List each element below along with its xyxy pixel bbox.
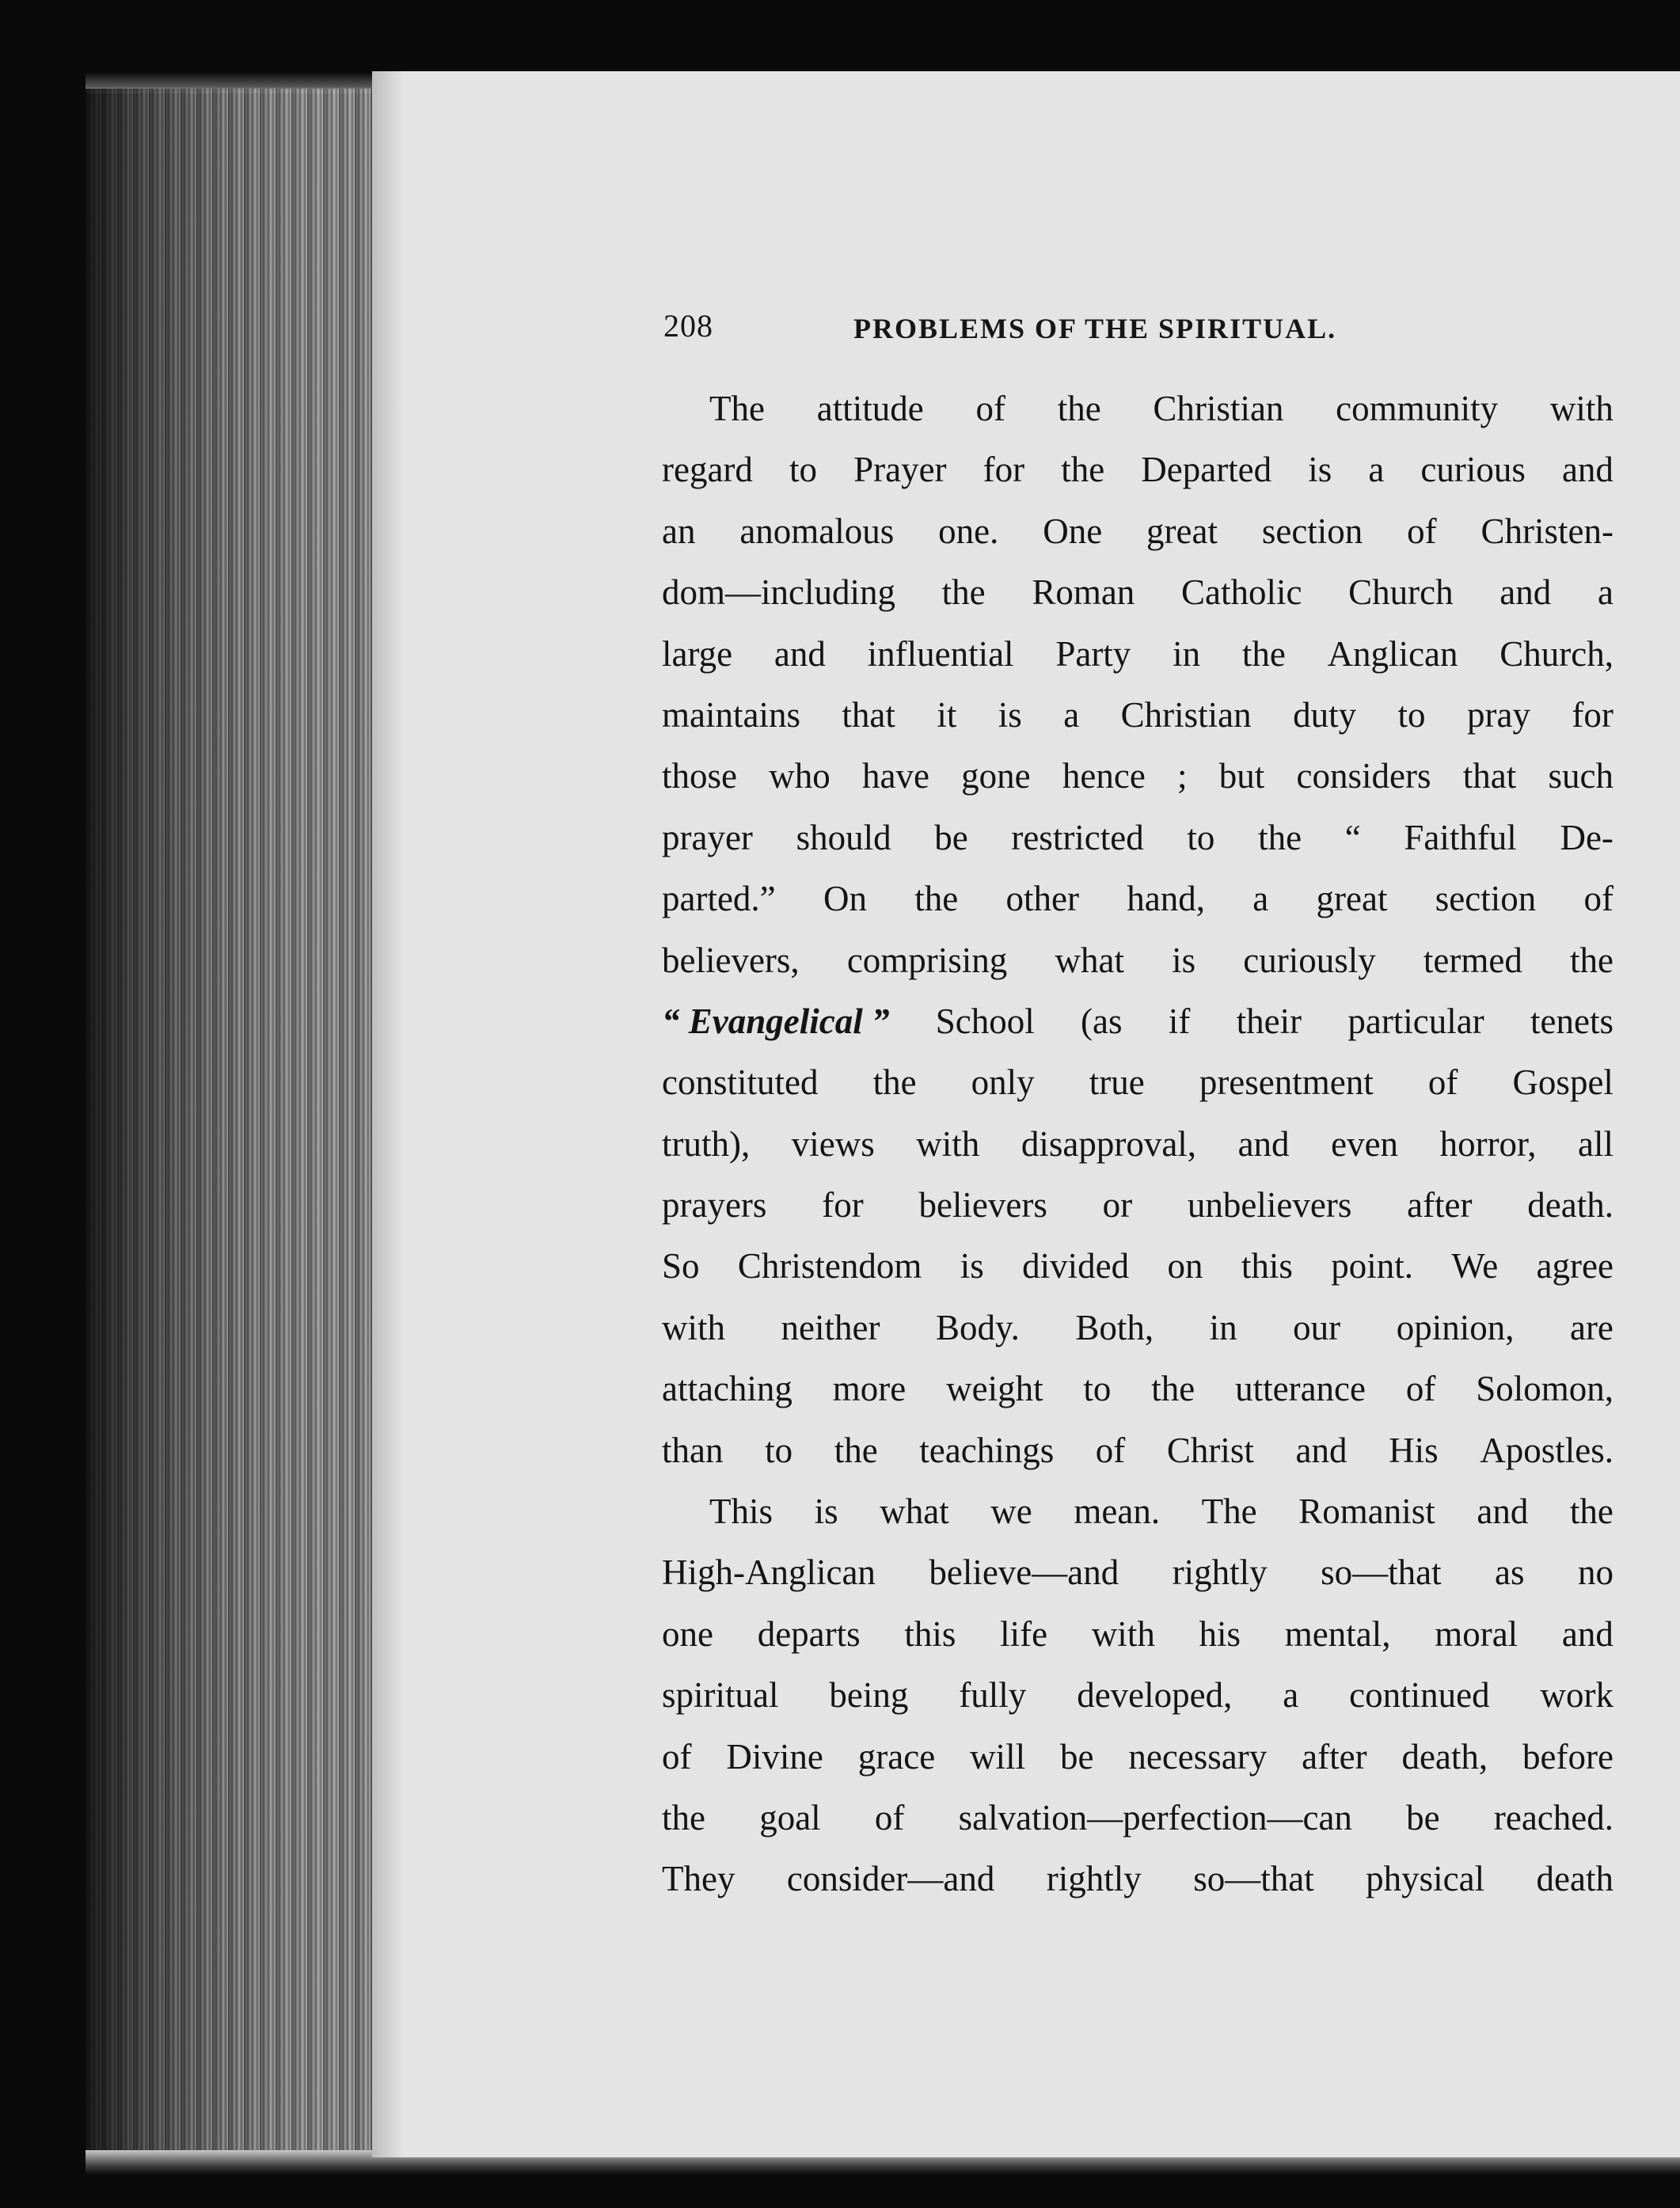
word: with	[662, 1307, 726, 1347]
word: of	[1427, 1062, 1458, 1103]
word: the	[834, 1430, 878, 1470]
word: what	[1055, 940, 1124, 980]
word: death	[1536, 1859, 1613, 1899]
word: agree	[1536, 1246, 1613, 1286]
word: with	[1549, 389, 1613, 428]
word: weight	[946, 1369, 1043, 1409]
word: of	[1095, 1430, 1126, 1470]
word: regard	[662, 450, 753, 490]
word: no	[1577, 1552, 1613, 1593]
word: “	[1344, 817, 1361, 857]
word: death,	[1401, 1736, 1488, 1777]
word: Solomon,	[1476, 1369, 1613, 1409]
word: community	[1336, 389, 1499, 428]
word: section	[1261, 511, 1363, 551]
word: attitude	[816, 389, 924, 428]
text-line	[662, 1052, 1613, 1113]
word: On	[823, 879, 867, 919]
word: physical	[1366, 1859, 1485, 1899]
word: comprising	[846, 940, 1008, 980]
word: after	[1302, 1736, 1367, 1777]
word: Gospel	[1512, 1062, 1613, 1103]
word: as	[1495, 1552, 1525, 1593]
word: particular	[1347, 1001, 1484, 1041]
text-line	[662, 1420, 1613, 1481]
word: truth),	[662, 1123, 751, 1164]
word: who	[769, 756, 830, 796]
word: other	[1005, 879, 1079, 919]
word: termed	[1423, 940, 1522, 980]
word: a	[1597, 572, 1613, 613]
word: than	[662, 1430, 724, 1470]
word: we	[990, 1492, 1032, 1532]
word: dom—including	[662, 572, 895, 613]
word: or	[1102, 1185, 1133, 1226]
text-line	[662, 439, 1613, 500]
word: and	[1499, 572, 1552, 613]
word: be	[1059, 1736, 1094, 1777]
word: is	[1308, 450, 1332, 490]
word: for	[983, 450, 1025, 490]
word: are	[1569, 1307, 1613, 1347]
word: is	[960, 1246, 984, 1286]
word: of	[874, 1797, 905, 1837]
word: (as	[1081, 1001, 1123, 1041]
text-line	[662, 991, 1613, 1052]
word: consider—and	[786, 1859, 995, 1899]
word: horror,	[1439, 1123, 1537, 1164]
word: being	[829, 1675, 909, 1716]
word: of	[975, 389, 1005, 428]
text-line	[662, 378, 1613, 439]
word: Catholic	[1180, 572, 1302, 613]
word: unbelievers	[1187, 1185, 1352, 1226]
word: of	[1583, 879, 1613, 919]
text-line	[662, 1359, 1613, 1419]
body-text	[662, 378, 1613, 1910]
word: Prayer	[853, 450, 947, 490]
word: Departed	[1141, 450, 1272, 490]
word: the	[1057, 389, 1101, 428]
word: believers,	[662, 940, 800, 980]
word: Faithful	[1404, 817, 1517, 857]
text-line	[662, 1481, 1613, 1542]
word: fully	[959, 1675, 1027, 1716]
word: have	[861, 756, 929, 796]
word: This	[709, 1492, 773, 1532]
word: the	[872, 1062, 917, 1103]
word: is	[998, 694, 1022, 735]
book-fore-edge	[86, 89, 380, 2155]
word: so—that	[1321, 1552, 1442, 1593]
word: to	[789, 450, 818, 490]
word: is	[1172, 940, 1196, 980]
word: believers	[918, 1185, 1047, 1226]
word: even	[1331, 1123, 1399, 1164]
word: only	[971, 1062, 1035, 1103]
word: They	[662, 1859, 735, 1899]
word: in	[1209, 1307, 1237, 1347]
word: the	[1241, 633, 1286, 674]
word: spiritual	[662, 1675, 779, 1716]
word: for	[822, 1185, 864, 1226]
word: of	[1407, 511, 1437, 551]
word: great	[1316, 879, 1388, 919]
word: this	[904, 1613, 956, 1654]
word: death.	[1527, 1185, 1613, 1226]
word: necessary	[1128, 1736, 1268, 1777]
word: departs	[757, 1613, 861, 1654]
word: Roman	[1032, 572, 1135, 613]
word: utterance	[1235, 1369, 1366, 1409]
word: of	[662, 1736, 692, 1777]
text-line	[662, 624, 1613, 685]
word: true	[1089, 1062, 1145, 1103]
word: Divine	[726, 1736, 823, 1777]
word: The	[1201, 1492, 1257, 1532]
word: life	[1000, 1613, 1048, 1654]
word: a	[1252, 879, 1269, 919]
word: more	[832, 1369, 907, 1409]
word: hence	[1062, 756, 1146, 796]
word: mean.	[1074, 1492, 1161, 1532]
word: mental,	[1284, 1613, 1391, 1654]
word: large	[662, 633, 733, 674]
word: constituted	[662, 1062, 819, 1103]
text-line	[662, 1236, 1613, 1297]
word: be	[934, 817, 968, 857]
page-number: 208	[663, 308, 713, 344]
word: it	[937, 694, 957, 735]
word: his	[1199, 1613, 1241, 1654]
word: prayers	[662, 1185, 767, 1226]
word: Christen-	[1480, 511, 1613, 551]
word: neither	[781, 1307, 880, 1347]
word: a	[1063, 694, 1080, 735]
word: High-Anglican	[662, 1552, 876, 1593]
word: Apostles.	[1480, 1430, 1613, 1470]
word: and	[773, 633, 826, 674]
word: restricted	[1011, 817, 1144, 857]
word: an	[662, 511, 696, 551]
word: curious	[1420, 450, 1526, 490]
running-head: PROBLEMS OF THE SPIRITUAL.	[853, 313, 1337, 344]
word: considers	[1296, 756, 1431, 796]
word: before	[1522, 1736, 1613, 1777]
word: of	[1405, 1369, 1436, 1409]
word: the	[941, 572, 986, 613]
word: with	[1091, 1613, 1155, 1654]
word: the	[1569, 1492, 1613, 1532]
word: on	[1167, 1246, 1203, 1286]
word: all	[1578, 1123, 1613, 1164]
text-line	[662, 1849, 1613, 1910]
word: if	[1168, 1001, 1191, 1041]
text-line	[662, 1788, 1613, 1849]
text-line	[662, 808, 1613, 868]
word: teachings	[919, 1430, 1055, 1470]
word: His	[1389, 1430, 1439, 1470]
text-line	[662, 868, 1613, 929]
word: Anglican	[1327, 633, 1458, 674]
word: views	[791, 1123, 875, 1164]
word: with	[916, 1123, 980, 1164]
word: Romanist	[1298, 1492, 1435, 1532]
word: and	[1237, 1123, 1290, 1164]
word: is	[814, 1492, 838, 1532]
word: Both,	[1075, 1307, 1154, 1347]
word: to	[1187, 817, 1215, 857]
word: after	[1407, 1185, 1473, 1226]
word: presentment	[1199, 1062, 1374, 1103]
word: So	[662, 1246, 700, 1286]
word: the	[1570, 940, 1613, 980]
word: Christian	[1120, 694, 1252, 735]
text-line	[662, 1114, 1613, 1175]
word: Christian	[1153, 389, 1284, 428]
word: Church,	[1499, 633, 1613, 674]
word: such	[1548, 756, 1613, 796]
word: this	[1241, 1246, 1293, 1286]
word: and	[1295, 1430, 1347, 1470]
word: pray	[1467, 694, 1530, 735]
word: be	[1406, 1797, 1440, 1837]
word: Christ	[1166, 1430, 1254, 1470]
word: believe—and	[929, 1552, 1119, 1593]
word: should	[796, 817, 891, 857]
word: a	[1283, 1675, 1299, 1716]
word: moral	[1435, 1613, 1518, 1654]
text-line	[662, 1542, 1613, 1603]
word: to	[765, 1430, 793, 1470]
word: prayer	[662, 817, 753, 857]
word: Christendom	[737, 1246, 922, 1286]
word: rightly	[1172, 1552, 1268, 1593]
word: gone	[961, 756, 1031, 796]
word: to	[1397, 694, 1426, 735]
word: attaching	[662, 1369, 792, 1409]
word: The	[709, 389, 765, 428]
word: one.	[938, 511, 999, 551]
word: continued	[1349, 1675, 1490, 1716]
word: divided	[1022, 1246, 1130, 1286]
word: Party	[1055, 633, 1131, 674]
word: goal	[759, 1797, 821, 1837]
word: in	[1173, 633, 1201, 674]
word: and	[1477, 1492, 1529, 1532]
word: our	[1293, 1307, 1341, 1347]
text-line	[662, 501, 1613, 562]
word: work	[1540, 1675, 1613, 1716]
word: and	[1561, 1613, 1613, 1654]
word: point.	[1331, 1246, 1413, 1286]
text-line	[662, 562, 1613, 623]
word: what	[880, 1492, 949, 1532]
text-line	[662, 1604, 1613, 1665]
word: reached.	[1493, 1797, 1613, 1837]
text-line	[662, 685, 1613, 746]
word: the	[1151, 1369, 1195, 1409]
word: that	[842, 694, 895, 735]
word: the	[1061, 450, 1105, 490]
word: Church	[1348, 572, 1454, 613]
word: tenets	[1530, 1001, 1613, 1041]
word: the	[1258, 817, 1302, 857]
word: parted.”	[662, 879, 776, 919]
word: influential	[867, 633, 1014, 674]
word: that	[1462, 756, 1517, 796]
text-line	[662, 1665, 1613, 1726]
text-line	[662, 1298, 1613, 1359]
word: and	[1561, 450, 1613, 490]
word: great	[1146, 511, 1218, 551]
text-line	[662, 930, 1613, 991]
word: developed,	[1077, 1675, 1233, 1716]
word: a	[1368, 450, 1385, 490]
word: those	[662, 756, 737, 796]
page-header	[663, 307, 1613, 348]
word: rightly	[1046, 1859, 1142, 1899]
word: One	[1043, 511, 1103, 551]
word: duty	[1293, 694, 1357, 735]
word: so—that	[1193, 1859, 1314, 1899]
word: their	[1236, 1001, 1302, 1041]
word: grace	[857, 1736, 936, 1777]
word: curiously	[1243, 940, 1376, 980]
word: will	[970, 1736, 1026, 1777]
word: maintains	[662, 694, 800, 735]
word: disapproval,	[1021, 1123, 1197, 1164]
word: to	[1083, 1369, 1112, 1409]
word: the	[914, 879, 959, 919]
word: section	[1435, 879, 1537, 919]
word: School	[935, 1001, 1035, 1041]
text-line	[662, 1175, 1613, 1236]
word: opinion,	[1396, 1307, 1515, 1347]
emphasized-term: “ Evangelical ”	[662, 1001, 890, 1041]
word: for	[1572, 694, 1613, 735]
word: ;	[1177, 756, 1188, 796]
text-line	[662, 746, 1613, 807]
word: one	[662, 1613, 713, 1654]
word: but	[1218, 756, 1265, 796]
text-line	[662, 1727, 1613, 1788]
word: salvation—perfection—can	[958, 1797, 1352, 1837]
word: We	[1451, 1246, 1499, 1286]
word: hand,	[1127, 879, 1205, 919]
word: anomalous	[739, 511, 895, 551]
word: Body.	[935, 1307, 1020, 1347]
word: De-	[1560, 817, 1613, 857]
word: the	[662, 1797, 705, 1837]
